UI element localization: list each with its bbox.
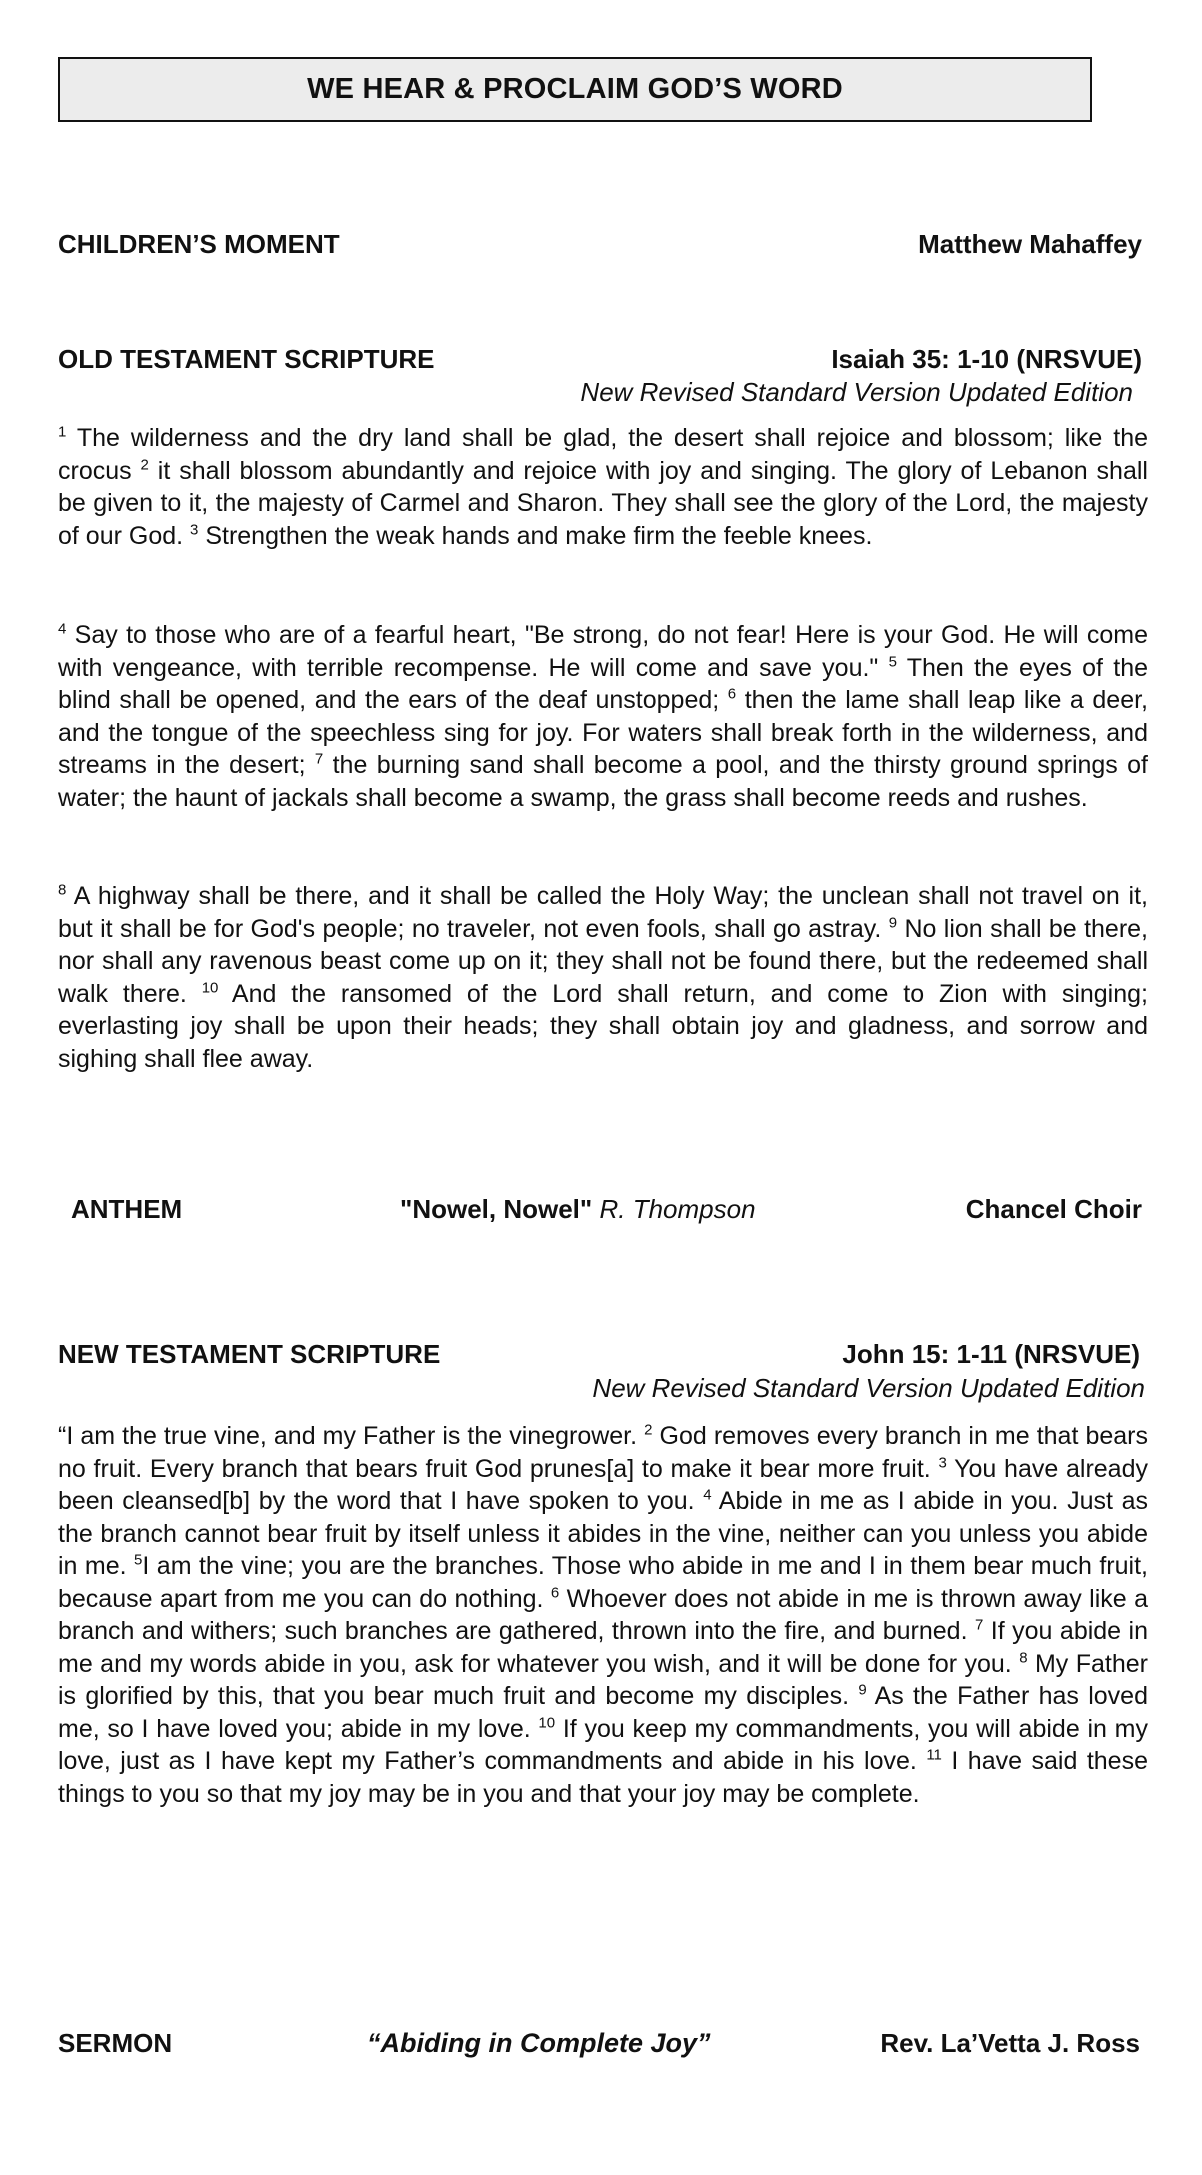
verse-number: 10 bbox=[538, 1714, 556, 1732]
verse-text: Whoever does not abide in me is thrown away like a branch and withers; such branches are gathered, thrown into the fire, and burned. bbox=[58, 1584, 1148, 1645]
verse-text: Strengthen the weak hands and make firm the feeble knees. bbox=[198, 521, 873, 550]
scripture-paragraph bbox=[58, 1420, 1148, 1810]
verse-text: A highway shall be there, and it shall be called the Holy Way; the unclean shall not travel on it, but it shall be for God's people; no traveler, not even fools, shall go astray. bbox=[58, 882, 1148, 943]
anthem-composer: R. Thompson bbox=[599, 1194, 756, 1224]
verse-text: I am the vine; you are the branches. Those who abide in me and I in them bear much fruit, because apart from me you can do nothing. bbox=[58, 1552, 1148, 1613]
sermon-row bbox=[58, 2027, 1148, 2059]
verse-number: 6 bbox=[550, 1584, 560, 1602]
verse-number: 7 bbox=[314, 750, 324, 768]
anthem-label: ANTHEM bbox=[71, 1194, 183, 1224]
verse-text: I have said these things to you so that my joy may be in you and that your joy may be complete. bbox=[58, 1747, 1148, 1808]
verse-text: then the lame shall leap like a deer, and the tongue of the speechless sing for joy. For waters shall break forth in the wilderness, and streams in the desert; bbox=[58, 686, 1148, 779]
verse-number: 3 bbox=[190, 521, 199, 539]
verse-text: My Father is glorified by this, that you bear much fruit and become my disciples. bbox=[58, 1649, 1148, 1710]
verse-text: No lion shall be there, nor shall any ravenous beast come up on it; they shall not be found there, but the redeemed shall walk there. bbox=[58, 914, 1148, 1008]
anthem-performer: Chancel Choir bbox=[965, 1194, 1142, 1224]
verse-number: 10 bbox=[201, 979, 219, 997]
verse-text: And the ransomed of the Lord shall return, and come to Zion with singing; everlasting joy shall be upon their heads; they shall obtain joy and gladness, and sorrow and sighing shall flee away. bbox=[58, 979, 1148, 1073]
scripture-paragraph bbox=[58, 422, 1148, 552]
new-testament-reference: John 15: 1-11 (NRSVUE) bbox=[842, 1339, 1140, 1369]
verse-text: The wilderness and the dry land shall be glad, the desert shall rejoice and blossom; like the crocus bbox=[58, 424, 1148, 485]
section-title: WE HEAR & PROCLAIM GOD’S WORD bbox=[58, 57, 1092, 122]
verse-text: You have already been cleansed[b] by the word that I have spoken to you. bbox=[58, 1454, 1148, 1515]
verse-number: 9 bbox=[888, 914, 898, 932]
verse-number: 8 bbox=[1019, 1649, 1028, 1667]
childrens-moment-leader: Matthew Mahaffey bbox=[918, 229, 1142, 259]
new-testament-label: NEW TESTAMENT SCRIPTURE bbox=[58, 1339, 441, 1369]
childrens-moment-row bbox=[58, 228, 1148, 260]
verse-number: 1 bbox=[58, 423, 67, 441]
verse-number: 9 bbox=[858, 1681, 867, 1699]
old-testament-label: OLD TESTAMENT SCRIPTURE bbox=[58, 344, 435, 374]
verse-number: 4 bbox=[703, 1486, 712, 1504]
scripture-paragraph bbox=[58, 619, 1148, 814]
verse-text: it shall blossom abundantly and rejoice with joy and singing. The glory of Lebanon shall be given to it, the majesty of Carmel and Sharon. They shall see the glory of the Lord, the majesty of our God. bbox=[58, 456, 1148, 550]
verse-number: 2 bbox=[644, 1421, 653, 1439]
verse-number: 6 bbox=[727, 685, 737, 703]
sermon-preacher: Rev. La’Vetta J. Ross bbox=[880, 2028, 1140, 2058]
sermon-title: “Abiding in Complete Joy” bbox=[367, 2028, 711, 2058]
verse-text: If you keep my commandments, you will abide in my love, just as I have kept my Father’s commandments and abide in his love. bbox=[58, 1714, 1148, 1775]
verse-text: the burning sand shall become a pool, and the thirsty ground springs of water; the haunt of jackals shall become a swamp, the grass shall become reeds and rushes. bbox=[58, 751, 1148, 812]
sermon-label: SERMON bbox=[58, 2028, 173, 2058]
verse-number: 7 bbox=[974, 1616, 984, 1634]
anthem-row bbox=[58, 1193, 1148, 1225]
verse-text: If you abide in me and my words abide in you, ask for whatever you wish, and it will be done for you. bbox=[58, 1617, 1148, 1678]
old-testament-version: New Revised Standard Version Updated Edition bbox=[580, 377, 1133, 407]
verse-text: God removes every branch in me that bears no fruit. Every branch that bears fruit God prunes[a] to make it bear more fruit. bbox=[58, 1422, 1148, 1483]
scripture-paragraph bbox=[58, 880, 1148, 1075]
old-testament-row bbox=[58, 343, 1148, 375]
verse-number: 11 bbox=[926, 1746, 942, 1764]
anthem-title: "Nowel, Nowel" bbox=[400, 1194, 593, 1224]
old-testament-reference: Isaiah 35: 1-10 (NRSVUE) bbox=[831, 344, 1142, 374]
verse-text: As the Father has loved me, so I have loved you; abide in my love. bbox=[58, 1682, 1148, 1743]
verse-number: 5 bbox=[134, 1551, 143, 1569]
verse-number: 4 bbox=[58, 620, 67, 638]
new-testament-version: New Revised Standard Version Updated Edition bbox=[592, 1373, 1145, 1403]
verse-text: Abide in me as I abide in you. Just as the branch cannot bear fruit by itself unless it abides in the vine, neither can you unless you abide in me. bbox=[58, 1487, 1148, 1580]
new-testament-row bbox=[58, 1338, 1148, 1370]
verse-number: 5 bbox=[888, 653, 897, 671]
verse-text: Say to those who are of a fearful heart, "Be strong, do not fear! Here is your God. He will come with vengeance, with terrible recompense. He will come and save you." bbox=[58, 621, 1148, 682]
verse-number: 2 bbox=[140, 456, 149, 474]
verse-number: 3 bbox=[938, 1454, 947, 1472]
verse-text: Then the eyes of the blind shall be opened, and the ears of the deaf unstopped; bbox=[58, 653, 1148, 714]
childrens-moment-label: CHILDREN’S MOMENT bbox=[58, 229, 340, 259]
verse-number: 8 bbox=[58, 881, 67, 899]
verse-text: “I am the true vine, and my Father is the vinegrower. bbox=[58, 1422, 645, 1450]
